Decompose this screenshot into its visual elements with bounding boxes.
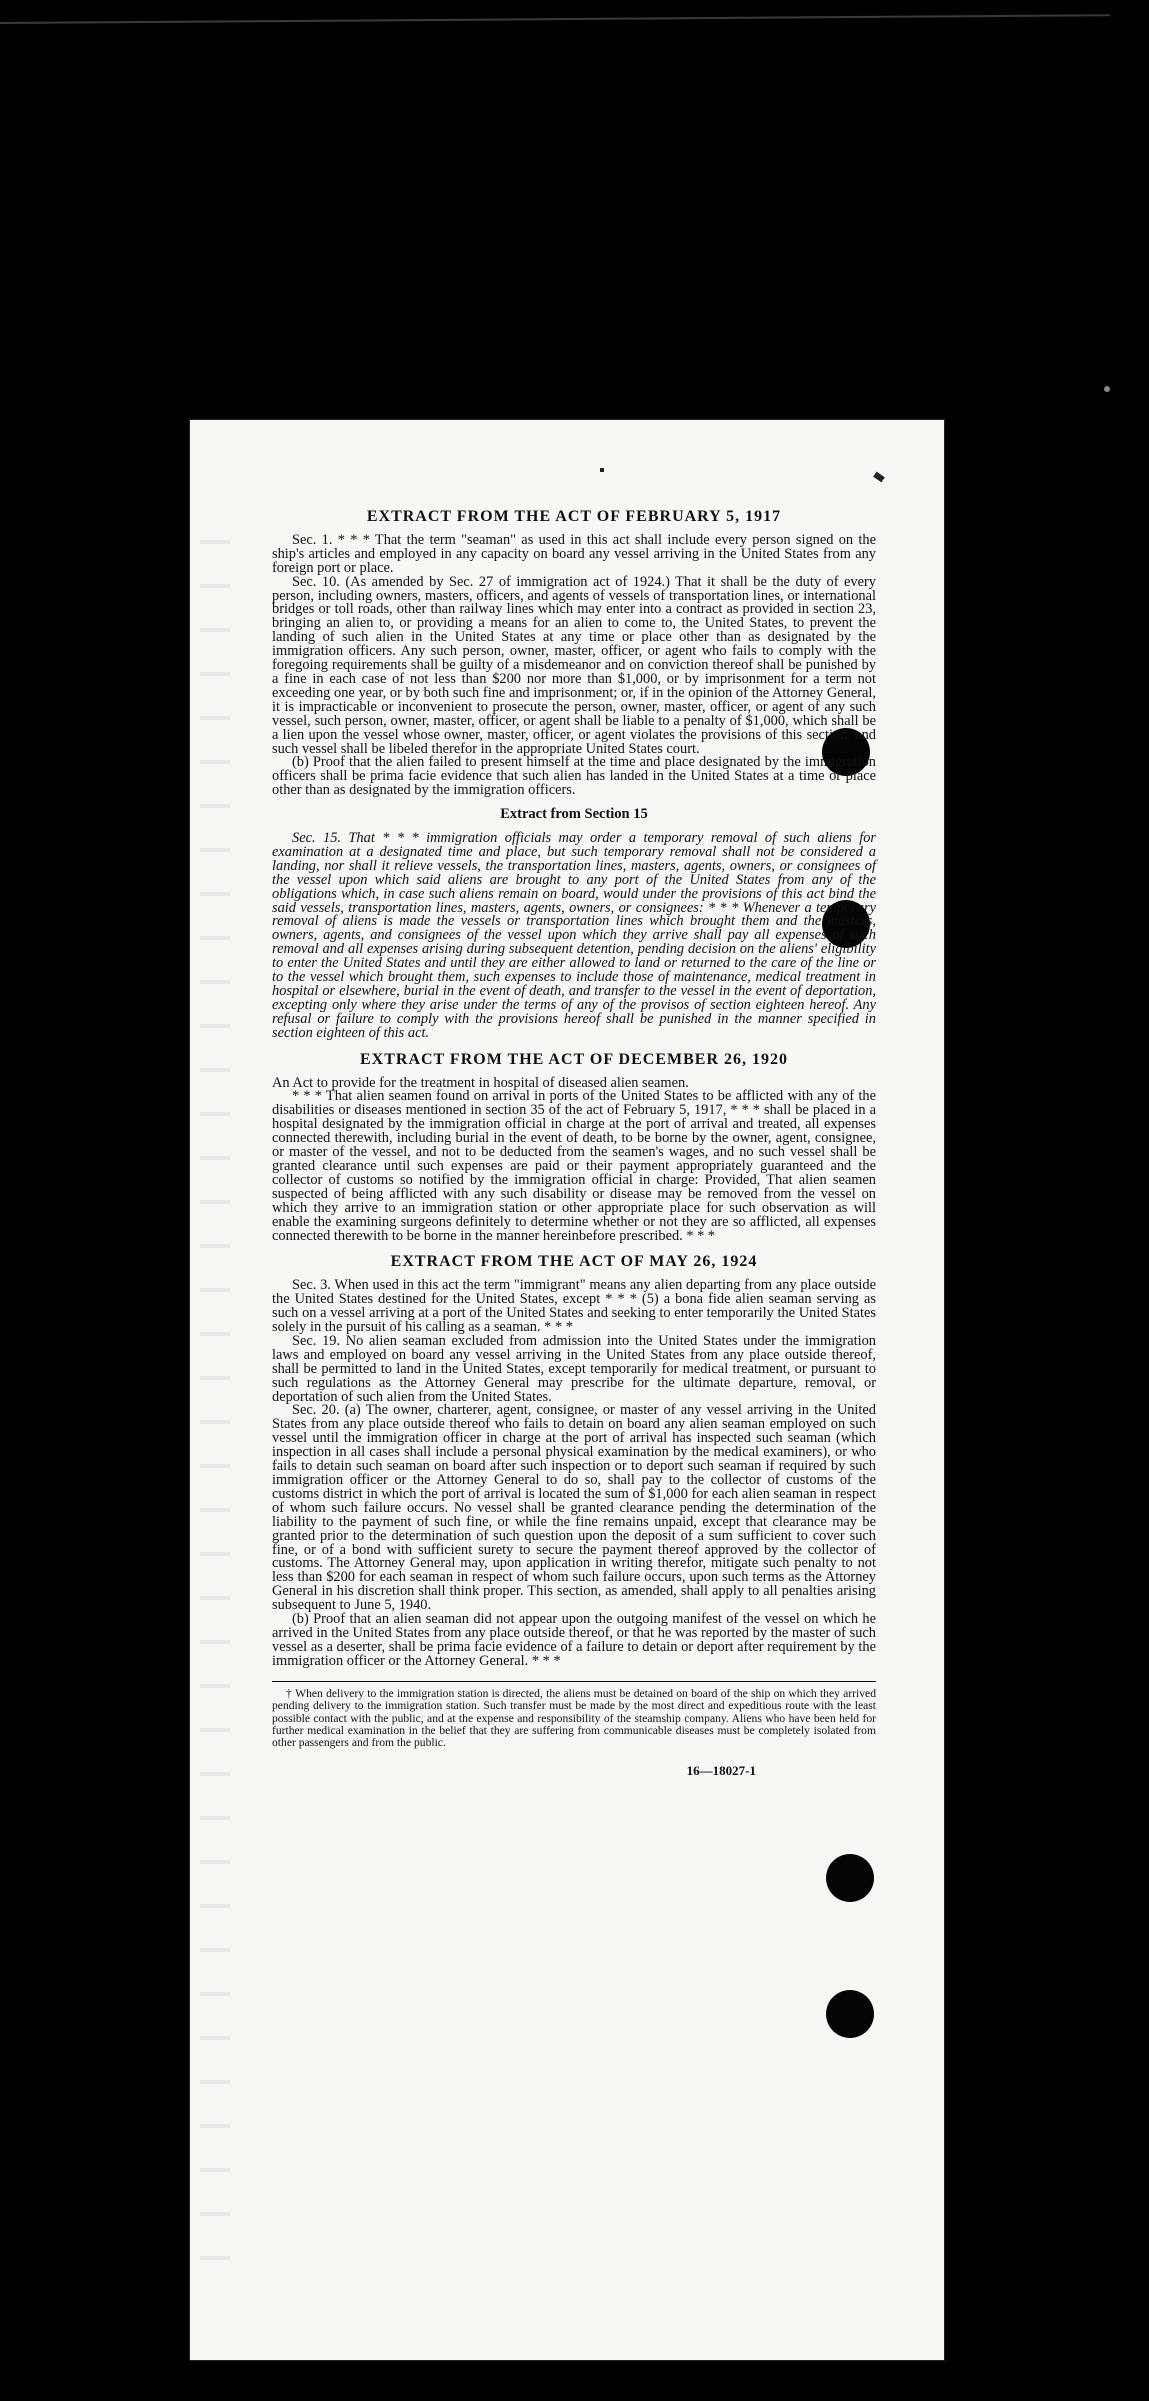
paragraph-1920-title: An Act to provide for the treatment in hospital of diseased alien seamen. (272, 1074, 689, 1091)
form-number: 16—18027-1 (686, 1762, 756, 1778)
footnote-text: † When delivery to the immigration station is directed, the aliens must be detained on board of the ship on which they arrived pending delivery to the immigration station. Such transfer must be made by the most direct and expeditious route with the least possible contact with the public, and at the expense and responsibility of the steamship company. Aliens who have been held for further medical examination in the belief that they are suffering from communicable diseases must be completely isolated from other passengers and from the public. (272, 1686, 876, 1750)
ink-mark (873, 472, 885, 483)
punch-hole (826, 1854, 874, 1902)
paragraph-sec-20-b: (b) Proof that an alien seaman did not appear upon the outgoing manifest of the vessel on which he arrived in the United States from any place outside thereof, or that he was reported by the master of such vessel as a deserter, shall be prima facie evidence of a failure to detain or deport after requirement by the immigration officer or the Attorney General. * * * (272, 1611, 876, 1669)
heading-act-1920: EXTRACT FROM THE ACT OF DECEMBER 26, 1920 (359, 1050, 788, 1068)
paragraph-sec-3: Sec. 3. When used in this act the term "immigrant" means any alien departing from any place outside the United States destined for the United States, except * * * (5) a bona fide alien seaman serving as such on a vessel arriving at a port of the United States and seeking to enter temporarily the United States solely in the pursuit of his calling as a seaman. * * * (272, 1277, 876, 1336)
scan-edge-line (0, 14, 1110, 24)
paragraph-sec-10-b: (b) Proof that the alien failed to present himself at the time and place designated by the immigration officers shall be prima facie evidence that such alien has landed in the United States at a time or place other than as designated by the immigration officers. (272, 754, 876, 799)
paragraph-sec-15: Sec. 15. That * * * immigration officials may order a temporary removal of such aliens for examination at a designated time and place, but such temporary removal shall not be considered a landing, nor shall it relieve vessels, the transportation lines, masters, agents, owners, or consignees of the vessel upon which said aliens are brought to any port of the United States from any of the obligations which, in case such aliens remain on board, would under the provisions of this act bind the said vessels, transportation lines, masters, agents, owners, or consignees: * * * Whenever a temporary removal of aliens is made the vessels or transportation lines which brought them and the masters, owners, agents, and consignees of the vessel upon which they arrive shall pay all expenses of such removal and all expenses arising during subsequent detention, pending decision on the aliens' eligibility to enter the United States and until they are either allowed to land or returned to the care of the line or to the vessel which brought them, such expenses to include those of maintenance, medical treatment in hospital or elsewhere, burial in the event of death, and transfer to the vessel in the event of deportation, excepting only where they arise under the terms of any of the provisos of section eighteen hereof. Any refusal or failure to comply with the provisions hereof shall be punished in the manner specified in section eighteen of this act. (272, 830, 876, 1041)
paragraph-sec-20: Sec. 20. (a) The owner, charterer, agent, consignee, or master of any vessel arriving in the United States from any place outside thereof who fails to detain on board any alien seaman employed on such vessel until the immigration officer in charge at the port of arrival has inspected such seaman (which inspection in all cases shall include a personal physical examination by the medical examiners), or who fails to detain such seaman on board after such inspection or to deport such seaman if required by such immigration officer or the Attorney General to do so, shall pay to the collector of customs of the customs district in which the port of arrival is located the sum of $1,000 for each alien seaman in respect of whom such failure occurs. No vessel shall be granted clearance pending the determination of the liability to the payment of such fine, or while the fine remains unpaid, except that clearance may be granted prior to the determination of such question upon the deposit of a sum sufficient to cover such fine, or of a bond with sufficient surety to secure the payment thereof approved by the collector of customs. The Attorney General may, upon application in writing therefor, mitigate such penalty to not less than $200 for each seaman in respect of whom such failure occurs, upon such terms as the Attorney General in his discretion shall think proper. This section, as amended, shall apply to all penalties arising subsequent to June 5, 1940. (272, 1402, 876, 1614)
paragraph-1920-body: * * * That alien seamen found on arrival in ports of the United States to be afflicted with any of the disabilities or diseases mentioned in section 35 of the act of February 5, 1917, * * * shall be placed in a hospital designated by the immigration official in charge at the port of arrival and treated, all expenses connected therewith, including burial in the event of death, to be borne by the owner, agent, consignee, or master of the vessel, and not to be deducted from the seamen's wages, and no such vessel shall be granted clearance until such expenses are paid or their payment appropriately guaranteed and the collector of customs so notified by the immigration official in charge: Provided, That alien seamen suspected of being afflicted with any such disability or disease may be removed from the vessel on which they arrive to an immigration station or other appropriate place for such observation as will enable the examining surgeons definitely to determine whether or not they are so afflicted, all expenses connected therewith to be borne in the manner hereinbefore prescribed. * * * (272, 1088, 876, 1244)
margin-bleedthrough (200, 500, 230, 2260)
paragraph-sec-1: Sec. 1. * * * That the term "seaman" as used in this act shall include every person signed on the ship's articles and employed in any capacity on board any vessel arriving in the United States from any foreign port or place. (272, 531, 876, 576)
ink-mark (600, 468, 604, 472)
paragraph-sec-10: Sec. 10. (As amended by Sec. 27 of immigration act of 1924.) That it shall be the duty of every person, including owners, masters, officers, and agents of vessels of transportation lines, or international bridges or toll roads, other than railway lines which may enter into a contract as provided in section 23, bringing an alien to, or providing a means for an alien to come to, the United States, to prevent the landing of such alien in the United States at any time or place other than as designated by the immigration officers. Any such person, owner, master, officer, or agent who fails to comply with the foregoing requirements shall be guilty of a misdemeanor and on conviction thereof shall be punished by a fine in each case of not less than $200 nor more than $1,000, or by imprisonment for a term not exceeding one year, or by both such fine and imprisonment; or, if in the opinion of the Attorney General, it is impracticable or inconvenient to prosecute the person, owner, master, officer, or agent of any such vessel, such person, owner, master, officer, or agent shall be liable to a penalty of $1,000, which shall be a lien upon the vessel whose owner, master, officer, or agent violates the provisions of this section, and such vessel shall be libeled therefor in the appropriate United States court. (272, 573, 876, 757)
document-page (190, 420, 944, 2360)
heading-act-1924: EXTRACT FROM THE ACT OF MAY 26, 1924 (390, 1253, 758, 1271)
paragraph-sec-19: Sec. 19. No alien seaman excluded from admission into the United States under the immigration laws and employed on board any vessel arriving in the United States from any place outside thereof, shall be permitted to land in the United States, except temporarily for medical treatment, or pursuant to such regulations as the Attorney General may prescribe for the ultimate departure, removal, or deportation of such alien from the United States. (272, 1332, 876, 1405)
footnote (272, 1688, 876, 1750)
heading-act-1917: EXTRACT FROM THE ACT OF FEBRUARY 5, 1917 (366, 508, 782, 525)
document-body (272, 510, 876, 1778)
punch-hole (826, 1990, 874, 2038)
scan-speck (1104, 386, 1110, 392)
heading-section-15: Extract from Section 15 (500, 806, 648, 823)
footnote-divider (272, 1681, 876, 1682)
